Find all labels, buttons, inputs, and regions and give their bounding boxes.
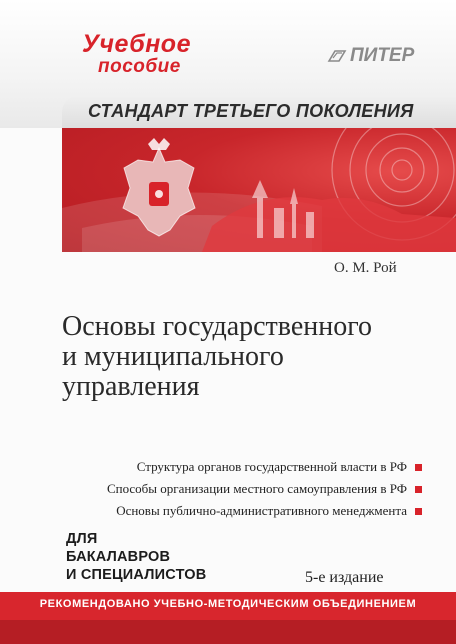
- publisher-logo: [327, 45, 414, 67]
- title-line: Основы государственного: [62, 311, 373, 342]
- audience-line: И СПЕЦИАЛИСТОВ: [66, 567, 207, 583]
- topic-label: Способы организации местного самоуправления в РФ: [106, 481, 407, 496]
- square-bullet-icon: [415, 508, 422, 515]
- title-line: и муниципального: [62, 341, 284, 372]
- footer-strip: [0, 620, 456, 644]
- audience-label: [66, 530, 206, 584]
- author-name: О. М. Рой: [334, 260, 397, 276]
- topic-item: [107, 478, 422, 500]
- piter-logo-icon: [327, 49, 347, 63]
- cover-illustration: [62, 128, 456, 252]
- series-title-line1: Учебное: [82, 30, 191, 58]
- audience-line: ДЛЯ: [66, 531, 98, 547]
- topic-label: Структура органов государственной власти в РФ: [136, 459, 407, 474]
- audience-line: БАКАЛАВРОВ: [66, 549, 171, 565]
- topic-label: Основы публично-административного менеджмента: [116, 503, 407, 518]
- publisher-name: ПИТЕР: [350, 45, 415, 66]
- book-title: [62, 312, 442, 402]
- topics-list: [107, 456, 422, 522]
- square-bullet-icon: [415, 464, 422, 471]
- topic-item: [107, 456, 422, 478]
- topic-item: [107, 500, 422, 522]
- standard-label: СТАНДАРТ ТРЕТЬЕГО ПОКОЛЕНИЯ: [88, 101, 414, 121]
- square-bullet-icon: [415, 486, 422, 493]
- edition-label: 5-е издание: [305, 569, 384, 586]
- title-line: управления: [62, 371, 200, 402]
- series-title-line2: пособие: [98, 56, 181, 77]
- footer-text: РЕКОМЕНДОВАНО УЧЕБНО-МЕТОДИЧЕСКИМ ОБЪЕДИНЕНИЕМ: [39, 598, 417, 610]
- russian-coat-of-arms-icon: [118, 138, 200, 242]
